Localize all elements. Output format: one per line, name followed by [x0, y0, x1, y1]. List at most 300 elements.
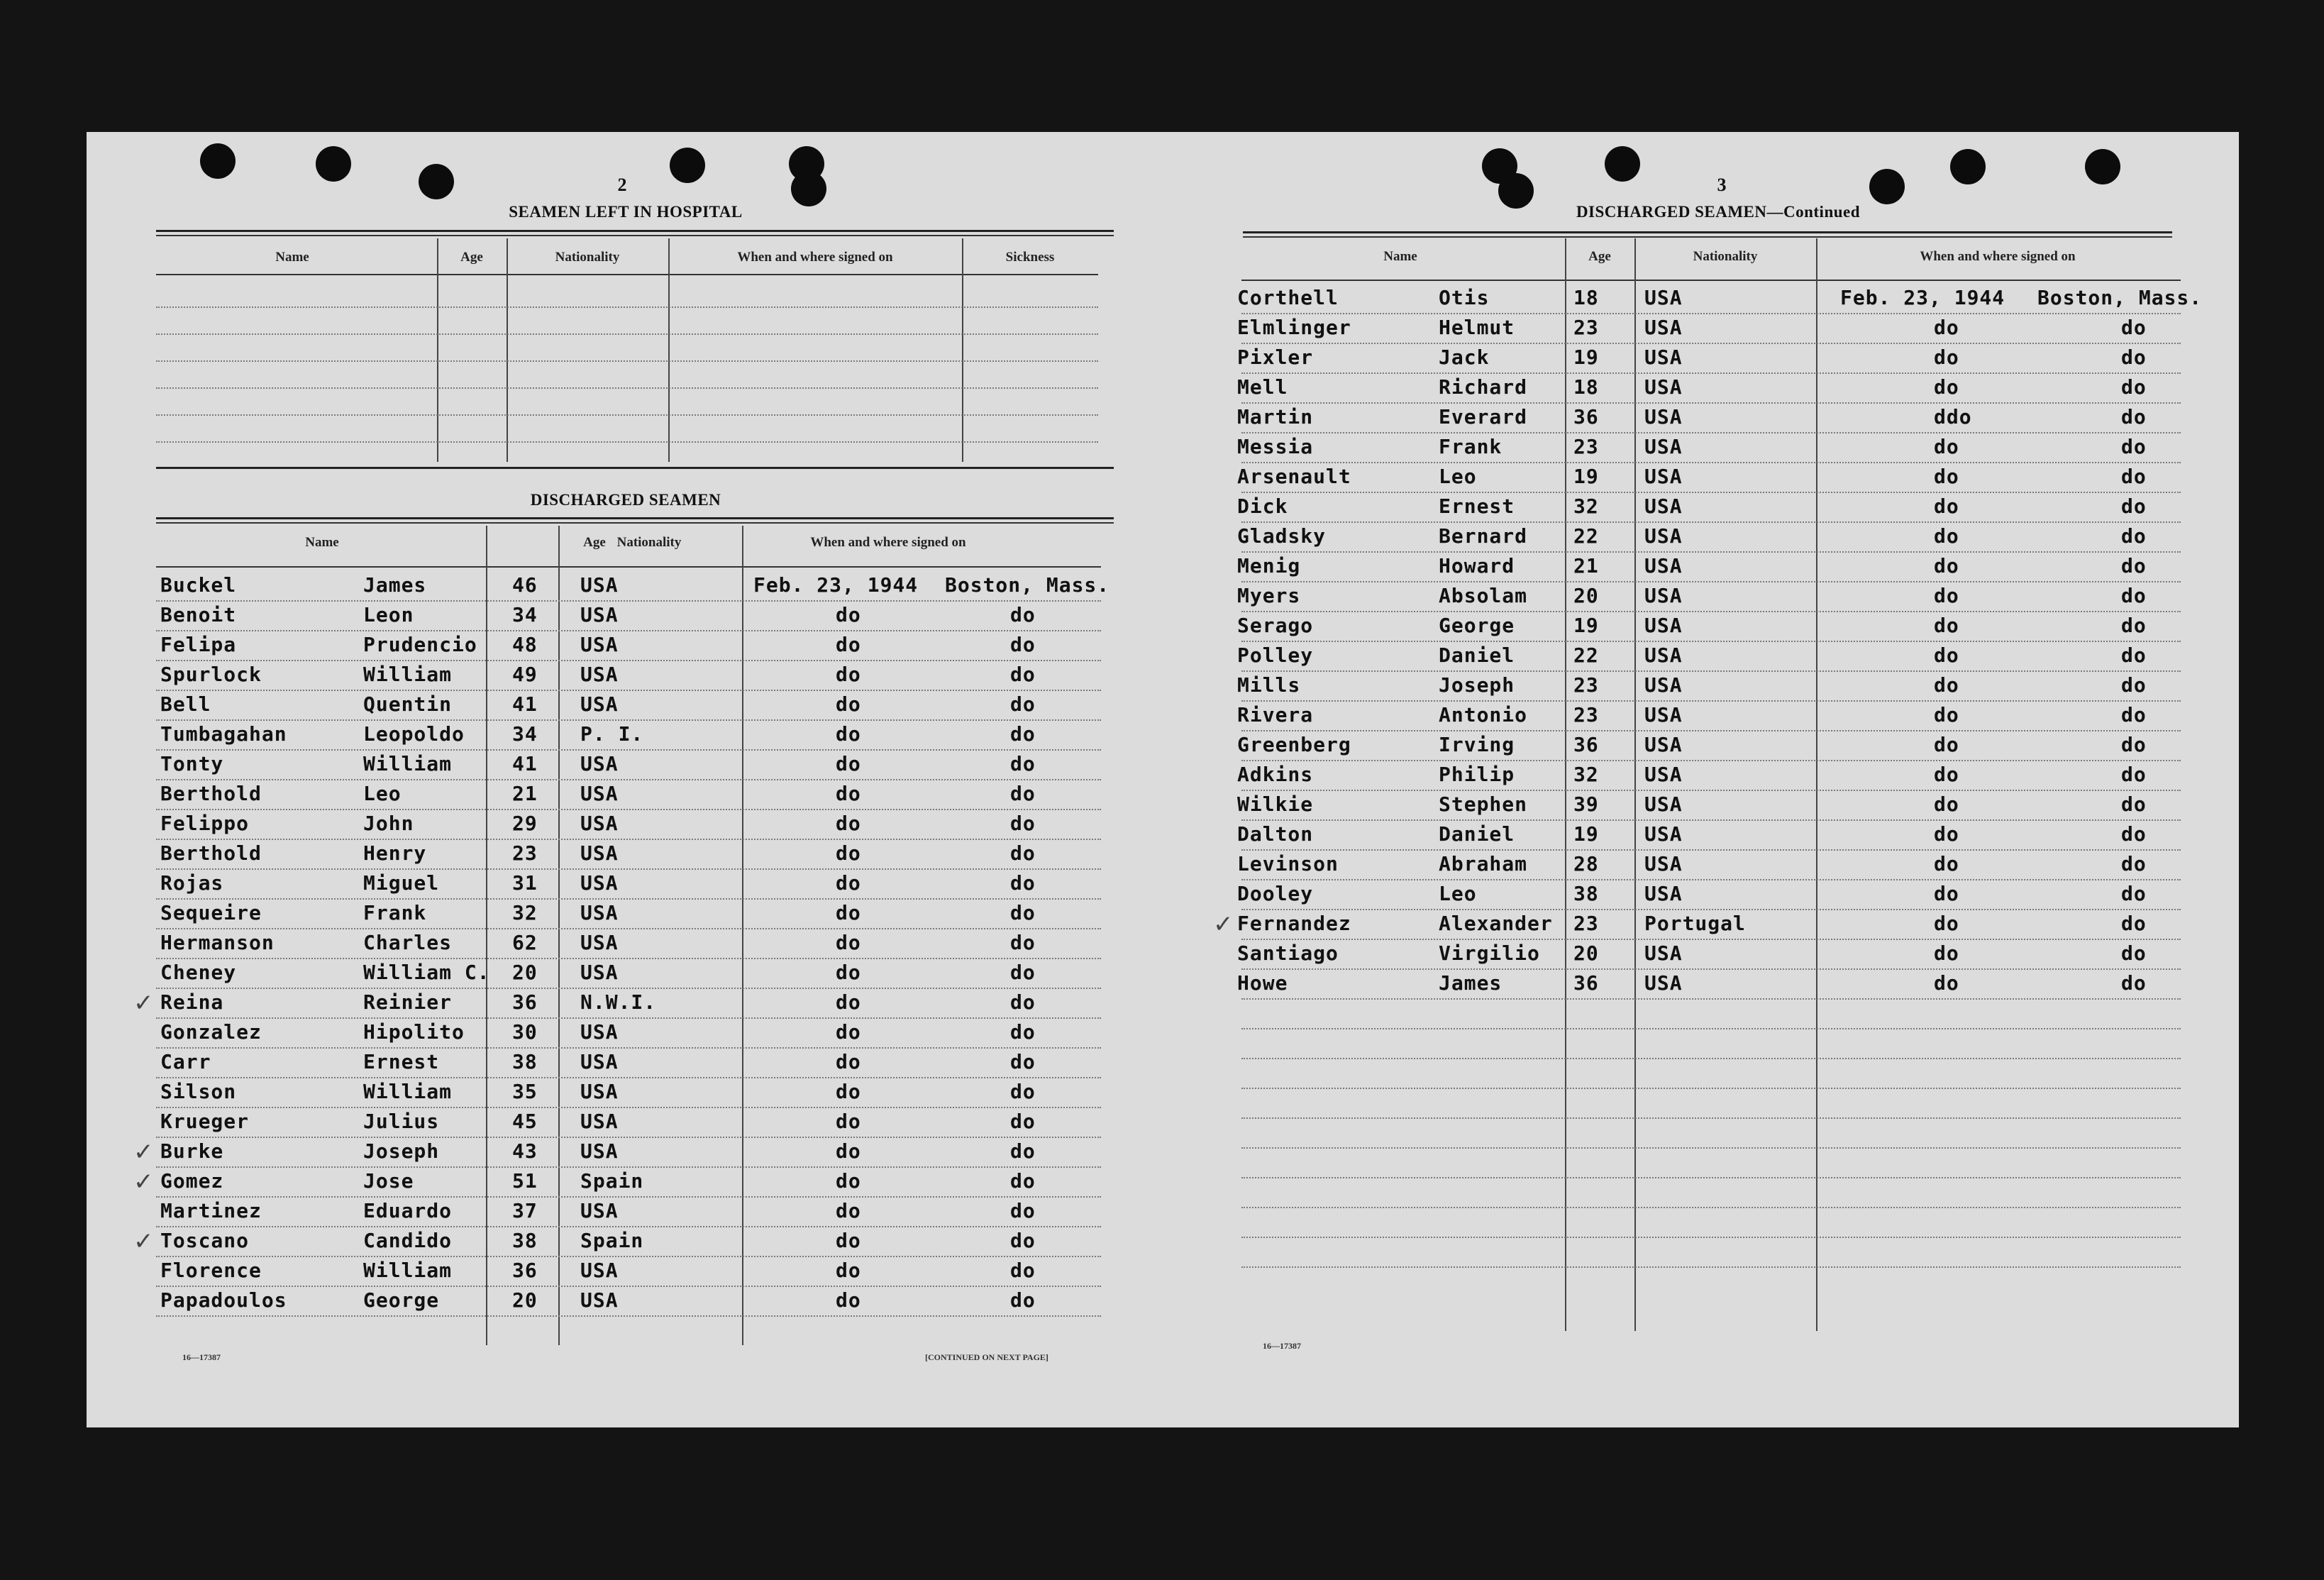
column-header: Nationality: [616, 535, 682, 550]
ruled-line: [156, 1047, 1101, 1049]
surname: Cheney: [160, 961, 237, 984]
age: 21: [512, 782, 538, 805]
form-number: 16—17387: [1263, 1341, 1301, 1351]
signed-on-place: Boston, Mass.: [945, 573, 1110, 597]
surname: Messia: [1237, 435, 1314, 458]
surname: Sequeire: [160, 901, 262, 924]
ruled-line: [1241, 1207, 2181, 1208]
nationality: USA: [1644, 733, 1683, 756]
signed-on-date-ditto: do: [836, 1110, 861, 1133]
surname: Gladsky: [1237, 524, 1327, 548]
signed-on-date-ditto: do: [836, 1169, 861, 1193]
nationality: P. I.: [580, 722, 644, 746]
given-name: Ernest: [1439, 495, 1515, 518]
signed-on-place-ditto: do: [2121, 912, 2147, 935]
age: 51: [512, 1169, 538, 1193]
nationality: USA: [580, 752, 619, 775]
ruled-line: [1241, 372, 2181, 374]
nationality: USA: [1644, 643, 1683, 667]
nationality: Spain: [580, 1229, 644, 1252]
nationality: USA: [580, 663, 619, 686]
ruled-line: [1241, 760, 2181, 761]
signed-on-place-ditto: do: [1010, 1169, 1036, 1193]
signed-on-date-ditto: do: [1934, 941, 1959, 965]
signed-on-place-ditto: do: [1010, 1080, 1036, 1103]
signed-on-place-ditto: do: [1010, 1139, 1036, 1163]
ruled-line: [1241, 670, 2181, 672]
age: 28: [1573, 852, 1599, 875]
given-name: Leo: [1439, 882, 1477, 905]
ruled-line: [156, 1286, 1101, 1287]
signed-on-place-ditto: do: [1010, 782, 1036, 805]
nationality: USA: [580, 1080, 619, 1103]
nationality: Portugal: [1644, 912, 1746, 935]
signed-on-place-ditto: do: [1010, 722, 1036, 746]
ruled-line: [1241, 939, 2181, 940]
given-name: Virgilio: [1439, 941, 1540, 965]
signed-on-date-ditto: do: [836, 990, 861, 1014]
nationality: USA: [580, 633, 619, 656]
nationality: USA: [1644, 554, 1683, 578]
given-name: Alexander: [1439, 912, 1553, 935]
punch-hole: [316, 146, 351, 182]
given-name: Bernard: [1439, 524, 1528, 548]
header-divider: [1241, 280, 2181, 281]
nationality: USA: [1644, 941, 1683, 965]
signed-on-place-ditto: do: [2121, 554, 2147, 578]
discharged-section-title: DISCHARGED SEAMEN: [530, 491, 721, 509]
given-name: Daniel: [1439, 643, 1515, 667]
ruled-line: [1241, 790, 2181, 791]
signed-on-date-ditto: do: [836, 1050, 861, 1073]
given-name: Frank: [363, 901, 427, 924]
age: 23: [1573, 435, 1599, 458]
signed-on-place-ditto: do: [2121, 792, 2147, 816]
signed-on-place-ditto: do: [2121, 882, 2147, 905]
surname: Krueger: [160, 1110, 250, 1133]
age: 32: [512, 901, 538, 924]
column-header: Nationality: [555, 250, 620, 265]
signed-on-place-ditto: do: [2121, 495, 2147, 518]
signed-on-date-ditto: do: [836, 901, 861, 924]
column-header: When and where signed on: [1920, 249, 2076, 264]
given-name: Julius: [363, 1110, 440, 1133]
ruled-line: [1241, 968, 2181, 970]
nationality: USA: [1644, 822, 1683, 846]
ruled-line: [156, 1017, 1101, 1019]
signed-on-date-ditto: do: [836, 1229, 861, 1252]
age: 36: [512, 1259, 538, 1282]
check-mark-icon: ✓: [133, 1138, 154, 1166]
age: 19: [1573, 822, 1599, 846]
ruled-line: [1241, 462, 2181, 463]
age: 18: [1573, 286, 1599, 309]
signed-on-place-ditto: do: [2121, 614, 2147, 637]
age: 36: [1573, 971, 1599, 995]
surname: Buckel: [160, 573, 237, 597]
column-header: When and where signed on: [737, 250, 893, 265]
nationality: USA: [1644, 435, 1683, 458]
ruled-line: [156, 630, 1101, 631]
given-name: Charles: [363, 931, 453, 954]
given-name: Frank: [1439, 435, 1503, 458]
age: 23: [1573, 316, 1599, 339]
signed-on-place-ditto: do: [2121, 316, 2147, 339]
age: 36: [1573, 405, 1599, 429]
age: 20: [1573, 941, 1599, 965]
ruled-line: [1241, 1117, 2181, 1119]
nationality: USA: [1644, 792, 1683, 816]
surname: Menig: [1237, 554, 1301, 578]
signed-on-date-ditto: do: [1934, 673, 1959, 697]
signed-on-date-ditto: do: [1934, 614, 1959, 637]
surname: Carr: [160, 1050, 211, 1073]
signed-on-place-ditto: do: [1010, 931, 1036, 954]
surname: Gomez: [160, 1169, 224, 1193]
age: 23: [1573, 703, 1599, 727]
nationality: USA: [580, 603, 619, 626]
nationality: USA: [580, 1259, 619, 1282]
header-divider: [156, 566, 1101, 568]
nationality: USA: [580, 1020, 619, 1044]
nationality: Spain: [580, 1169, 644, 1193]
signed-on-place-ditto: do: [1010, 692, 1036, 716]
signed-on-place-ditto: do: [1010, 961, 1036, 984]
age: 38: [1573, 882, 1599, 905]
punch-hole: [1605, 146, 1640, 182]
age: 48: [512, 633, 538, 656]
signed-on-date-ditto: do: [836, 722, 861, 746]
ruled-line: [156, 1166, 1101, 1168]
nationality: USA: [580, 573, 619, 597]
surname: Papadoulos: [160, 1288, 287, 1312]
nationality: USA: [1644, 763, 1683, 786]
nationality: USA: [1644, 673, 1683, 697]
given-name: Abraham: [1439, 852, 1528, 875]
surname: Benoit: [160, 603, 237, 626]
signed-on-place-ditto: do: [2121, 822, 2147, 846]
column-header: Sickness: [1005, 250, 1055, 265]
ruled-line: [1241, 521, 2181, 523]
given-name: James: [1439, 971, 1503, 995]
column-header: Nationality: [1693, 249, 1758, 264]
surname: Fernandez: [1237, 912, 1351, 935]
check-mark-icon: ✓: [1213, 910, 1234, 939]
ruled-line: [156, 988, 1101, 989]
signed-on-place-ditto: do: [2121, 524, 2147, 548]
surname: Levinson: [1237, 852, 1339, 875]
given-name: Stephen: [1439, 792, 1528, 816]
signed-on-place-ditto: do: [1010, 663, 1036, 686]
nationality: USA: [580, 901, 619, 924]
surname: Felippo: [160, 812, 250, 835]
given-name: Joseph: [363, 1139, 440, 1163]
surname: Tonty: [160, 752, 224, 775]
signed-on-date-ditto: do: [1934, 971, 1959, 995]
column-divider: [558, 526, 560, 1345]
check-mark-icon: ✓: [133, 1227, 154, 1256]
age: 23: [512, 841, 538, 865]
signed-on-place-ditto: do: [1010, 752, 1036, 775]
crew-list-document: [87, 132, 2239, 1427]
ruled-line: [1241, 849, 2181, 851]
ruled-line: [156, 868, 1101, 870]
given-name: Howard: [1439, 554, 1515, 578]
signed-on-date-ditto: do: [836, 1080, 861, 1103]
age: 45: [512, 1110, 538, 1133]
ruled-line: [156, 1226, 1101, 1227]
age: 18: [1573, 375, 1599, 399]
nationality: USA: [1644, 852, 1683, 875]
surname: Tumbagahan: [160, 722, 287, 746]
age: 19: [1573, 346, 1599, 369]
ruled-line: [156, 441, 1098, 443]
signed-on-place-ditto: do: [1010, 1050, 1036, 1073]
ruled-line: [156, 414, 1098, 416]
surname: Spurlock: [160, 663, 262, 686]
ruled-line: [156, 387, 1098, 389]
punch-hole: [1498, 173, 1534, 209]
signed-on-date-ditto: do: [836, 1259, 861, 1282]
given-name: Candido: [363, 1229, 453, 1252]
ruled-line: [156, 600, 1101, 602]
ruled-line: [1241, 1177, 2181, 1178]
age: 34: [512, 603, 538, 626]
signed-on-place-ditto: do: [2121, 733, 2147, 756]
signed-on-date-ditto: do: [836, 692, 861, 716]
signed-on-date-ditto: do: [836, 812, 861, 835]
column-divider: [437, 238, 438, 462]
nationality: USA: [1644, 882, 1683, 905]
column-header: Name: [1383, 249, 1417, 264]
ruled-line: [1241, 1237, 2181, 1238]
given-name: Richard: [1439, 375, 1528, 399]
surname: Martinez: [160, 1199, 262, 1222]
age: 41: [512, 692, 538, 716]
signed-on-date-ditto: do: [836, 663, 861, 686]
ruled-line: [156, 809, 1101, 810]
signed-on-date: Feb. 23, 1944: [753, 573, 919, 597]
signed-on-place-ditto: do: [1010, 1259, 1036, 1282]
nationality: USA: [1644, 316, 1683, 339]
ruled-line: [1241, 343, 2181, 344]
page-number: 2: [617, 175, 627, 195]
given-name: William C.: [363, 961, 490, 984]
age: 39: [1573, 792, 1599, 816]
ruled-line: [1241, 551, 2181, 553]
nationality: USA: [1644, 614, 1683, 637]
age: 41: [512, 752, 538, 775]
header-divider: [156, 274, 1098, 275]
ruled-line: [156, 306, 1098, 308]
surname: Berthold: [160, 841, 262, 865]
signed-on-place-ditto: do: [1010, 1229, 1036, 1252]
surname: Gonzalez: [160, 1020, 262, 1044]
ruled-line: [156, 839, 1101, 840]
ruled-line: [1241, 1058, 2181, 1059]
signed-on-place-ditto: do: [2121, 465, 2147, 488]
given-name: Leo: [363, 782, 402, 805]
surname: Elmlinger: [1237, 316, 1351, 339]
age: 21: [1573, 554, 1599, 578]
surname: Santiago: [1237, 941, 1339, 965]
ruled-line: [156, 1077, 1101, 1078]
ruled-line: [1241, 730, 2181, 731]
surname: Mell: [1237, 375, 1288, 399]
punch-hole: [670, 148, 705, 183]
surname: Rivera: [1237, 703, 1314, 727]
nationality: USA: [1644, 375, 1683, 399]
surname: Bell: [160, 692, 211, 716]
age: 38: [512, 1229, 538, 1252]
signed-on-place-ditto: do: [1010, 990, 1036, 1014]
signed-on-place-ditto: do: [1010, 841, 1036, 865]
signed-on-date-ditto: do: [1934, 584, 1959, 607]
surname: Dick: [1237, 495, 1288, 518]
punch-hole: [1950, 149, 1986, 184]
signed-on-date-ditto: do: [1934, 733, 1959, 756]
ruled-line: [1241, 819, 2181, 821]
ruled-line: [1241, 492, 2181, 493]
age: 20: [512, 961, 538, 984]
signed-on-date-ditto: ddo: [1934, 405, 1972, 429]
ruled-line: [156, 1256, 1101, 1257]
surname: Dooley: [1237, 882, 1314, 905]
signed-on-place-ditto: do: [1010, 1288, 1036, 1312]
nationality: USA: [1644, 971, 1683, 995]
signed-on-date-ditto: do: [1934, 316, 1959, 339]
signed-on-place-ditto: do: [1010, 871, 1036, 895]
age: 19: [1573, 614, 1599, 637]
surname: Greenberg: [1237, 733, 1351, 756]
signed-on-date-ditto: do: [1934, 465, 1959, 488]
signed-on-date-ditto: do: [1934, 792, 1959, 816]
given-name: Miguel: [363, 871, 440, 895]
ruled-line: [156, 660, 1101, 661]
surname: Burke: [160, 1139, 224, 1163]
ruled-line: [1241, 1088, 2181, 1089]
surname: Howe: [1237, 971, 1288, 995]
signed-on-date-ditto: do: [836, 782, 861, 805]
signed-on-date-ditto: do: [836, 1020, 861, 1044]
ruled-line: [156, 719, 1101, 721]
nationality: USA: [580, 1199, 619, 1222]
ruled-line: [156, 898, 1101, 900]
surname: Myers: [1237, 584, 1301, 607]
age: 32: [1573, 763, 1599, 786]
age: 43: [512, 1139, 538, 1163]
signed-on-date-ditto: do: [836, 752, 861, 775]
signed-on-date-ditto: do: [1934, 822, 1959, 846]
given-name: Antonio: [1439, 703, 1528, 727]
signed-on-date-ditto: do: [1934, 912, 1959, 935]
given-name: George: [363, 1288, 440, 1312]
surname: Polley: [1237, 643, 1314, 667]
signed-on-place-ditto: do: [1010, 633, 1036, 656]
signed-on-place-ditto: do: [1010, 901, 1036, 924]
signed-on-place-ditto: do: [2121, 941, 2147, 965]
signed-on-date-ditto: do: [836, 1199, 861, 1222]
given-name: Absolam: [1439, 584, 1528, 607]
given-name: Hipolito: [363, 1020, 465, 1044]
signed-on-place-ditto: do: [2121, 435, 2147, 458]
form-number: 16—17387: [182, 1352, 221, 1362]
ruled-line: [156, 1315, 1101, 1317]
surname: Arsenault: [1237, 465, 1351, 488]
surname: Rojas: [160, 871, 224, 895]
nationality: USA: [580, 871, 619, 895]
ruled-line: [1241, 1266, 2181, 1268]
surname: Dalton: [1237, 822, 1314, 846]
signed-on-date-ditto: do: [1934, 435, 1959, 458]
given-name: William: [363, 1259, 453, 1282]
surname: Martin: [1237, 405, 1314, 429]
nationality: USA: [580, 961, 619, 984]
nationality: USA: [580, 1139, 619, 1163]
hospital-bottom-rule: [156, 467, 1114, 469]
signed-on-place-ditto: do: [2121, 643, 2147, 667]
ruled-line: [1241, 700, 2181, 702]
given-name: Leo: [1439, 465, 1477, 488]
signed-on-date-ditto: do: [836, 1139, 861, 1163]
given-name: Otis: [1439, 286, 1490, 309]
age: 46: [512, 573, 538, 597]
nationality: USA: [1644, 346, 1683, 369]
ruled-line: [156, 958, 1101, 959]
given-name: John: [363, 812, 414, 835]
given-name: Philip: [1439, 763, 1515, 786]
given-name: William: [363, 752, 453, 775]
signed-on-date-ditto: do: [836, 633, 861, 656]
given-name: Henry: [363, 841, 427, 865]
signed-on-place-ditto: do: [1010, 1199, 1036, 1222]
surname: Berthold: [160, 782, 262, 805]
ruled-line: [156, 779, 1101, 780]
nationality: USA: [1644, 703, 1683, 727]
given-name: George: [1439, 614, 1515, 637]
nationality: USA: [580, 782, 619, 805]
age: 29: [512, 812, 538, 835]
ruled-line: [1241, 402, 2181, 404]
age: 35: [512, 1080, 538, 1103]
signed-on-date-ditto: do: [1934, 554, 1959, 578]
given-name: William: [363, 663, 453, 686]
signed-on-date-ditto: do: [1934, 703, 1959, 727]
given-name: Joseph: [1439, 673, 1515, 697]
signed-on-place-ditto: do: [2121, 971, 2147, 995]
surname: Reina: [160, 990, 224, 1014]
check-mark-icon: ✓: [133, 989, 154, 1017]
given-name: Daniel: [1439, 822, 1515, 846]
surname: Corthell: [1237, 286, 1339, 309]
column-header: Name: [305, 535, 339, 550]
nationality: USA: [1644, 524, 1683, 548]
given-name: Jack: [1439, 346, 1490, 369]
nationality: USA: [580, 812, 619, 835]
page-number: 3: [1717, 175, 1727, 195]
signed-on-place-ditto: do: [2121, 405, 2147, 429]
ruled-line: [1241, 313, 2181, 314]
signed-on-place-ditto: do: [2121, 763, 2147, 786]
column-divider: [507, 238, 508, 462]
given-name: Eduardo: [363, 1199, 453, 1222]
age: 23: [1573, 673, 1599, 697]
surname: Hermanson: [160, 931, 275, 954]
punch-hole: [419, 164, 454, 199]
hospital-section-title: SEAMEN LEFT IN HOSPITAL: [509, 203, 743, 221]
given-name: Everard: [1439, 405, 1528, 429]
given-name: Quentin: [363, 692, 453, 716]
